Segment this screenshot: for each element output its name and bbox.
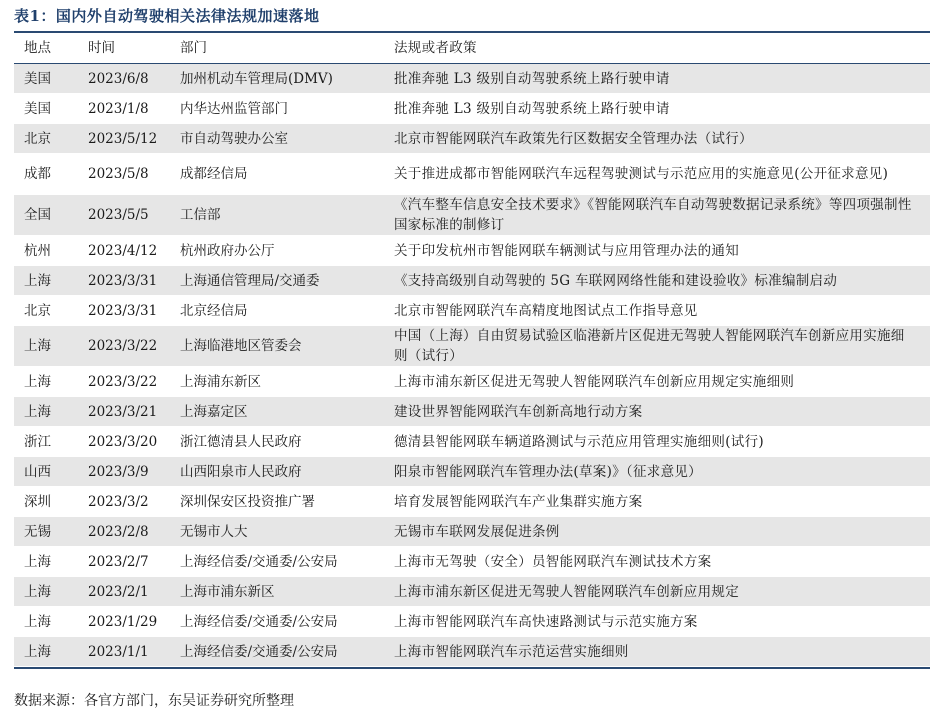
cell-date: 2023/4/12 [88,242,158,259]
cell-place: 上海 [24,403,51,420]
cell-dept: 内华达州监管部门 [180,100,288,117]
regulations-table [14,31,930,669]
cell-dept: 上海市浦东新区 [180,583,275,600]
cell-date: 2023/2/8 [88,523,149,540]
cell-place: 山西 [24,463,51,480]
table-row [14,326,930,367]
cell-policy: 《支持高级别自动驾驶的 5G 车联网网络性能和建设验收》标准编制启动 [394,272,838,289]
cell-policy: 批准奔驰 L3 级别自动驾驶系统上路行驶申请 [394,70,670,87]
table-row [14,195,930,236]
cell-policy: 关于印发杭州市智能网联车辆测试与应用管理办法的通知 [394,242,739,259]
cell-dept: 加州机动车管理局(DMV) [180,70,333,87]
cell-place: 上海 [24,338,51,354]
cell-date: 2023/3/31 [88,272,158,289]
source-note: 数据来源：各官方部门，东吴证券研究所整理 [14,693,294,709]
cell-date: 2023/5/5 [88,207,149,223]
cell-date: 2023/3/9 [88,463,149,480]
cell-date: 2023/3/20 [88,433,158,450]
cell-date: 2023/1/8 [88,100,149,117]
table-row [14,124,930,154]
cell-dept: 上海通信管理局/交通委 [180,272,320,289]
cell-dept: 北京经信局 [180,302,248,319]
cell-dept: 上海经信委/交通委/公安局 [180,613,338,630]
cell-dept: 上海浦东新区 [180,373,261,390]
cell-place: 上海 [24,613,51,630]
cell-dept: 无锡市人大 [180,523,248,540]
cell-dept: 杭州政府办公厅 [180,242,275,259]
cell-date: 2023/3/22 [88,338,158,354]
cell-dept: 上海经信委/交通委/公安局 [180,553,338,570]
cell-dept: 深圳保安区投资推广署 [180,493,315,510]
table-row [14,94,930,124]
table-row [14,296,930,326]
table-row [14,64,930,94]
table-row [14,517,930,547]
cell-policy: 上海市浦东新区促进无驾驶人智能网联汽车创新应用规定实施细则 [394,373,795,390]
cell-policy: 建设世界智能网联汽车创新高地行动方案 [394,403,643,420]
cell-place: 深圳 [24,493,51,510]
table-row [14,637,930,667]
table-title: 表1：国内外自动驾驶相关法律法规加速落地 [14,7,320,25]
cell-dept: 上海临港地区管委会 [180,338,302,354]
table-row [14,577,930,607]
cell-place: 北京 [24,302,51,319]
cell-policy: 德清县智能网联车辆道路测试与示范应用管理实施细则(试行) [394,433,764,450]
cell-policy: 培育发展智能网联汽车产业集群实施方案 [394,493,643,510]
cell-place: 上海 [24,583,51,600]
cell-place: 美国 [24,100,51,117]
cell-date: 2023/6/8 [88,70,149,87]
cell-dept: 浙江德清县人民政府 [180,433,302,450]
table-row [14,427,930,457]
cell-policy: 上海市无驾驶（安全）员智能网联汽车测试技术方案 [394,553,712,570]
cell-place: 上海 [24,373,51,390]
cell-policy: 中国（上海）自由贸易试验区临港新片区促进无驾驶人智能网联汽车创新应用实施细则（试行） [394,328,905,364]
cell-date: 2023/3/2 [88,493,149,510]
cell-date: 2023/5/8 [88,166,149,182]
cell-date: 2023/2/7 [88,553,149,570]
cell-policy: 无锡市车联网发展促进条例 [394,523,560,540]
cell-dept: 上海嘉定区 [180,403,248,420]
header-policy: 法规或者政策 [394,40,477,56]
cell-place: 全国 [24,207,51,223]
cell-place: 北京 [24,130,51,147]
cell-policy: 上海市智能网联汽车示范运营实施细则 [394,643,629,660]
cell-place: 上海 [24,643,51,660]
table-header-row [14,33,930,64]
table-row [14,547,930,577]
cell-place: 无锡 [24,523,51,540]
table-row [14,236,930,266]
table-row [14,154,930,195]
header-place: 地点 [24,40,51,56]
cell-place: 上海 [24,553,51,570]
cell-date: 2023/1/29 [88,613,158,630]
cell-place: 浙江 [24,433,51,450]
cell-dept: 山西阳泉市人民政府 [180,463,302,480]
table-row [14,367,930,397]
cell-dept: 工信部 [180,207,221,223]
table-row [14,487,930,517]
cell-policy: 上海市浦东新区促进无驾驶人智能网联汽车创新应用规定 [394,583,739,600]
cell-place: 上海 [24,272,51,289]
header-dept: 部门 [180,40,207,56]
cell-policy: 关于推进成都市智能网联汽车远程驾驶测试与示范应用的实施意见(公开征求意见) [394,166,889,182]
cell-policy: 阳泉市智能网联汽车管理办法(草案)》（征求意见） [394,463,702,480]
table-row [14,266,930,296]
cell-date: 2023/3/22 [88,373,158,390]
cell-place: 杭州 [24,242,51,259]
cell-place: 美国 [24,70,51,87]
table-row [14,457,930,487]
cell-policy: 北京市智能网联汽车高精度地图试点工作指导意见 [394,302,698,319]
cell-date: 2023/2/1 [88,583,149,600]
cell-date: 2023/3/31 [88,302,158,319]
table-row [14,397,930,427]
cell-policy: 批准奔驰 L3 级别自动驾驶系统上路行驶申请 [394,100,670,117]
cell-dept: 成都经信局 [180,166,248,182]
cell-date: 2023/1/1 [88,643,149,660]
cell-dept: 市自动驾驶办公室 [180,130,288,147]
cell-date: 2023/5/12 [88,130,158,147]
cell-dept: 上海经信委/交通委/公安局 [180,643,338,660]
header-date: 时间 [88,40,115,56]
cell-policy: 上海市智能网联汽车高快速路测试与示范实施方案 [394,613,698,630]
cell-policy: 《汽车整车信息安全技术要求》《智能网联汽车自动驾驶数据记录系统》等四项强制性国家标准的制修订 [394,197,912,233]
cell-place: 成都 [24,166,51,182]
cell-policy: 北京市智能网联汽车政策先行区数据安全管理办法（试行） [394,130,753,147]
table-row [14,607,930,637]
cell-date: 2023/3/21 [88,403,158,420]
